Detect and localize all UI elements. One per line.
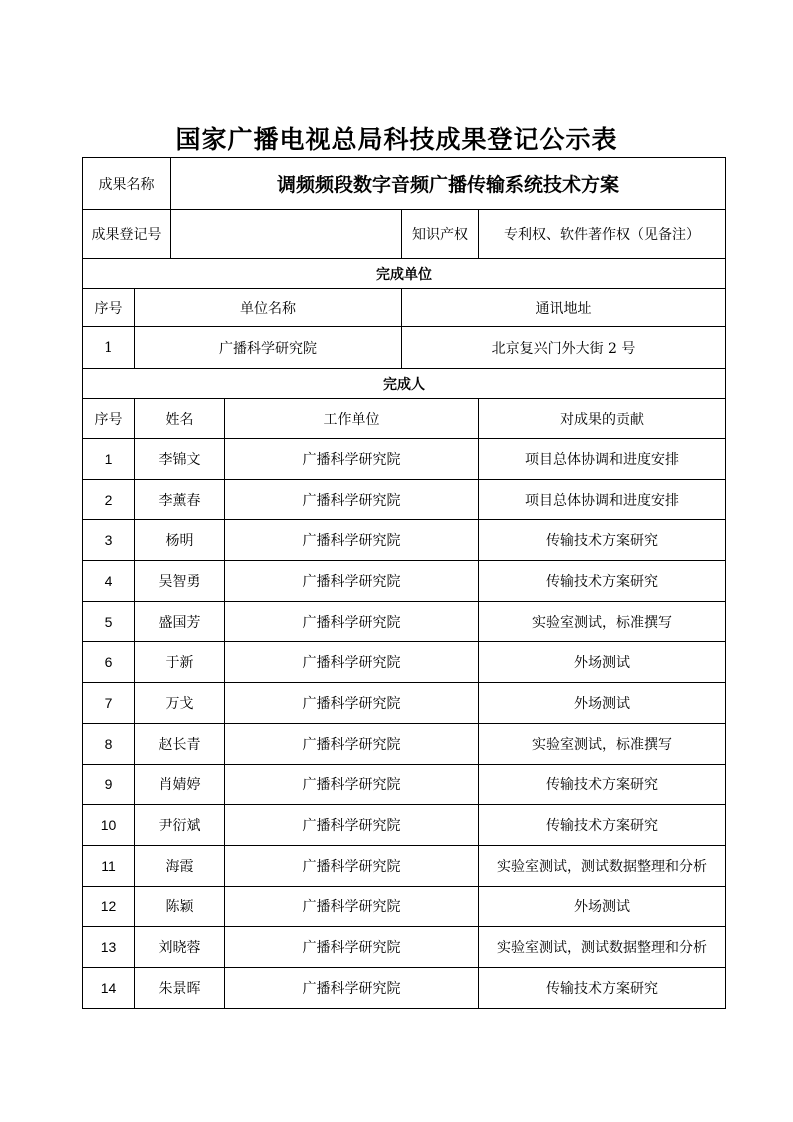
table-row xyxy=(83,845,726,886)
person-name: 海霞 xyxy=(135,845,225,886)
person-name: 朱景晖 xyxy=(135,967,225,1008)
unit-index: 1 xyxy=(83,327,135,369)
person-name: 杨明 xyxy=(135,520,225,561)
table-row xyxy=(83,723,726,764)
table-row xyxy=(83,601,726,642)
person-unit: 广播科学研究院 xyxy=(225,845,479,886)
page-title: 国家广播电视总局科技成果登记公示表 xyxy=(175,125,618,154)
table-row xyxy=(83,927,726,968)
table-row xyxy=(83,967,726,1008)
unit-address: 北京复兴门外大街 2 号 xyxy=(402,327,726,369)
persons-body xyxy=(83,439,726,1009)
person-name: 赵长青 xyxy=(135,723,225,764)
unit-name: 广播科学研究院 xyxy=(135,327,402,369)
person-unit: 广播科学研究院 xyxy=(225,642,479,683)
person-name: 陈颖 xyxy=(135,886,225,927)
person-name: 李薰春 xyxy=(135,479,225,520)
person-index: 5 xyxy=(83,601,135,642)
person-unit: 广播科学研究院 xyxy=(225,439,479,480)
units-section-row xyxy=(83,259,726,289)
person-name: 尹衍斌 xyxy=(135,805,225,846)
person-contribution: 项目总体协调和进度安排 xyxy=(479,439,726,480)
table-row xyxy=(83,886,726,927)
person-name: 于新 xyxy=(135,642,225,683)
table-row xyxy=(83,561,726,602)
persons-header-index: 序号 xyxy=(83,399,135,439)
person-contribution: 传输技术方案研究 xyxy=(479,805,726,846)
units-header-index: 序号 xyxy=(83,289,135,327)
persons-header-row xyxy=(83,399,726,439)
person-unit: 广播科学研究院 xyxy=(225,927,479,968)
person-name: 盛国芳 xyxy=(135,601,225,642)
person-contribution: 实验室测试，测试数据整理和分析 xyxy=(479,845,726,886)
table-row xyxy=(83,805,726,846)
person-index: 8 xyxy=(83,723,135,764)
person-index: 13 xyxy=(83,927,135,968)
reg-label: 成果登记号 xyxy=(83,210,171,259)
person-contribution: 外场测试 xyxy=(479,683,726,724)
registration-table xyxy=(82,157,726,1009)
person-index: 12 xyxy=(83,886,135,927)
person-name: 刘晓蓉 xyxy=(135,927,225,968)
person-index: 14 xyxy=(83,967,135,1008)
person-unit: 广播科学研究院 xyxy=(225,683,479,724)
person-contribution: 传输技术方案研究 xyxy=(479,764,726,805)
table-row xyxy=(83,520,726,561)
person-index: 3 xyxy=(83,520,135,561)
person-index: 2 xyxy=(83,479,135,520)
person-index: 6 xyxy=(83,642,135,683)
persons-header-name: 姓名 xyxy=(135,399,225,439)
person-unit: 广播科学研究院 xyxy=(225,886,479,927)
person-unit: 广播科学研究院 xyxy=(225,967,479,1008)
person-name: 万戈 xyxy=(135,683,225,724)
person-contribution: 传输技术方案研究 xyxy=(479,967,726,1008)
units-header-name: 单位名称 xyxy=(135,289,402,327)
person-unit: 广播科学研究院 xyxy=(225,723,479,764)
units-header-address: 通讯地址 xyxy=(402,289,726,327)
person-unit: 广播科学研究院 xyxy=(225,520,479,561)
person-index: 4 xyxy=(83,561,135,602)
person-name: 李锦文 xyxy=(135,439,225,480)
person-contribution: 外场测试 xyxy=(479,886,726,927)
units-section-title: 完成单位 xyxy=(83,259,726,289)
person-unit: 广播科学研究院 xyxy=(225,561,479,602)
table-row xyxy=(83,439,726,480)
person-index: 10 xyxy=(83,805,135,846)
person-contribution: 实验室测试，标准撰写 xyxy=(479,601,726,642)
person-index: 1 xyxy=(83,439,135,480)
units-row xyxy=(83,327,726,369)
persons-section-title: 完成人 xyxy=(83,369,726,399)
person-index: 7 xyxy=(83,683,135,724)
person-contribution: 传输技术方案研究 xyxy=(479,561,726,602)
person-contribution: 外场测试 xyxy=(479,642,726,683)
reg-row xyxy=(83,210,726,259)
person-unit: 广播科学研究院 xyxy=(225,601,479,642)
units-header-row xyxy=(83,289,726,327)
table-row xyxy=(83,683,726,724)
person-name: 吴智勇 xyxy=(135,561,225,602)
person-unit: 广播科学研究院 xyxy=(225,805,479,846)
ip-label: 知识产权 xyxy=(402,210,479,259)
persons-header-unit: 工作单位 xyxy=(225,399,479,439)
person-unit: 广播科学研究院 xyxy=(225,479,479,520)
person-index: 9 xyxy=(83,764,135,805)
name-value: 调频频段数字音频广播传输系统技术方案 xyxy=(171,158,726,210)
persons-section-row xyxy=(83,369,726,399)
person-contribution: 实验室测试，标准撰写 xyxy=(479,723,726,764)
persons-header-contribution: 对成果的贡献 xyxy=(479,399,726,439)
reg-value xyxy=(171,210,402,259)
table-row xyxy=(83,479,726,520)
name-row xyxy=(83,158,726,210)
table-row xyxy=(83,642,726,683)
table-row xyxy=(83,764,726,805)
name-label: 成果名称 xyxy=(83,158,171,210)
person-contribution: 传输技术方案研究 xyxy=(479,520,726,561)
person-contribution: 实验室测试，测试数据整理和分析 xyxy=(479,927,726,968)
person-unit: 广播科学研究院 xyxy=(225,764,479,805)
person-index: 11 xyxy=(83,845,135,886)
person-name: 肖婧婷 xyxy=(135,764,225,805)
ip-value: 专利权、软件著作权（见备注） xyxy=(479,210,726,259)
person-contribution: 项目总体协调和进度安排 xyxy=(479,479,726,520)
